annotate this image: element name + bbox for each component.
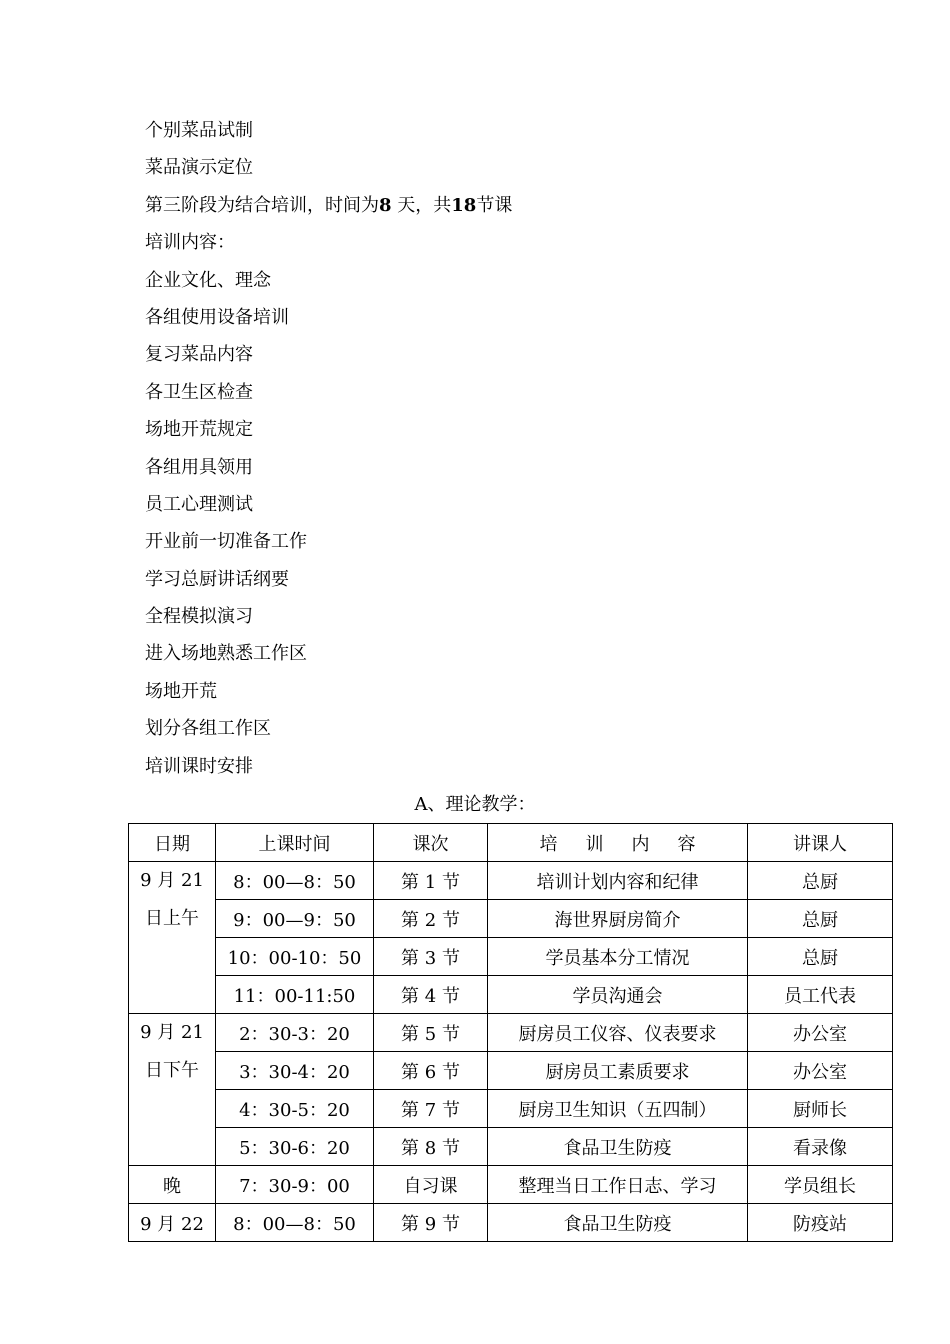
table-row <box>129 1090 893 1128</box>
time-cell: 9：00—9：50 <box>216 900 374 938</box>
date-line: 9 月 21 <box>140 870 204 891</box>
lecturer-cell: 总厨 <box>748 862 893 900</box>
content-cell: 海世界厨房简介 <box>488 900 748 938</box>
stage3-line <box>145 187 512 224</box>
time-cell: 11：00-11:50 <box>216 976 374 1014</box>
time-cell: 4：30-5：20 <box>216 1090 374 1128</box>
text-lines <box>145 112 512 785</box>
table-row <box>129 1014 893 1052</box>
date-cell: 晚 <box>129 1166 216 1204</box>
content-cell: 食品卫生防疫 <box>488 1128 748 1166</box>
lesson-cell: 第 1 节 <box>374 862 488 900</box>
lecturer-cell: 办公室 <box>748 1014 893 1052</box>
content-cell: 学员沟通会 <box>488 976 748 1014</box>
header-lecturer: 讲课人 <box>748 824 893 862</box>
lesson-cell: 第 2 节 <box>374 900 488 938</box>
lesson-cell: 第 3 节 <box>374 938 488 976</box>
date-cell <box>129 1014 216 1166</box>
schedule-table <box>128 823 893 1242</box>
table-row <box>129 900 893 938</box>
date-line: 日上午 <box>145 907 199 929</box>
date-cell <box>129 862 216 1014</box>
lesson-cell: 第 5 节 <box>374 1014 488 1052</box>
time-cell: 8：00—8：50 <box>216 1204 374 1242</box>
lecturer-cell: 学员组长 <box>748 1166 893 1204</box>
lecturer-cell: 厨师长 <box>748 1090 893 1128</box>
content-cell: 厨房员工素质要求 <box>488 1052 748 1090</box>
time-cell: 8：00—8：50 <box>216 862 374 900</box>
time-cell: 2：30-3：20 <box>216 1014 374 1052</box>
text-line: 划分各组工作区 <box>145 718 271 740</box>
text-line: 各卫生区检查 <box>145 381 253 403</box>
lesson-cell: 第 8 节 <box>374 1128 488 1166</box>
date-cell: 9 月 22 <box>129 1204 216 1242</box>
stage3-suffix: 节课 <box>476 194 513 216</box>
time-cell: 10：00-10：50 <box>216 938 374 976</box>
text-line: 各组用具领用 <box>145 456 253 478</box>
time-cell: 7：30-9：00 <box>216 1166 374 1204</box>
table-row <box>129 938 893 976</box>
content-cell: 培训计划内容和纪律 <box>488 862 748 900</box>
stage3-mid: 天，共 <box>391 194 452 216</box>
header-time: 上课时间 <box>216 824 374 862</box>
header-lesson: 课次 <box>374 824 488 862</box>
lecturer-cell: 员工代表 <box>748 976 893 1014</box>
table-row <box>129 862 893 900</box>
text-line: 培训内容： <box>145 232 235 254</box>
stage3-days: 8 <box>379 194 392 216</box>
text-line: 学习总厨讲话纲要 <box>145 568 289 590</box>
text-line: 场地开荒规定 <box>145 419 253 441</box>
lesson-cell: 第 4 节 <box>374 976 488 1014</box>
date-line: 日下午 <box>145 1059 199 1081</box>
table-row <box>129 1052 893 1090</box>
stage3-lessons: 18 <box>451 194 477 216</box>
lesson-cell: 自习课 <box>374 1166 488 1204</box>
lesson-cell: 第 9 节 <box>374 1204 488 1242</box>
table-title: A、理论教学： <box>414 794 536 815</box>
lecturer-cell: 看录像 <box>748 1128 893 1166</box>
text-line: 员工心理测试 <box>145 493 253 515</box>
text-line: 全程模拟演习 <box>145 606 253 628</box>
content-cell: 厨房员工仪容、仪表要求 <box>488 1014 748 1052</box>
text-line: 菜品演示定位 <box>145 157 253 179</box>
lesson-cell: 第 6 节 <box>374 1052 488 1090</box>
header-date: 日期 <box>129 824 216 862</box>
lecturer-cell: 总厨 <box>748 938 893 976</box>
date-line: 9 月 21 <box>140 1022 204 1043</box>
text-line: 个别菜品试制 <box>145 120 253 141</box>
lecturer-cell: 防疫站 <box>748 1204 893 1242</box>
text-line: 培训课时安排 <box>145 755 253 777</box>
table-row <box>129 976 893 1014</box>
text-line: 企业文化、理念 <box>145 269 271 291</box>
table-row <box>129 1166 893 1204</box>
content-cell: 整理当日工作日志、学习 <box>488 1166 748 1204</box>
content-cell: 学员基本分工情况 <box>488 938 748 976</box>
time-cell: 3：30-4：20 <box>216 1052 374 1090</box>
table-row <box>129 1204 893 1242</box>
stage3-prefix: 第三阶段为结合培训，时间为 <box>145 194 379 216</box>
table-header-row <box>129 824 893 862</box>
table-row <box>129 1128 893 1166</box>
content-cell: 食品卫生防疫 <box>488 1204 748 1242</box>
text-line: 复习菜品内容 <box>145 344 253 366</box>
content-cell: 厨房卫生知识（五四制） <box>488 1090 748 1128</box>
header-content: 培训内容 <box>488 824 748 862</box>
time-cell: 5：30-6：20 <box>216 1128 374 1166</box>
text-line: 场地开荒 <box>145 680 217 702</box>
lesson-cell: 第 7 节 <box>374 1090 488 1128</box>
lecturer-cell: 办公室 <box>748 1052 893 1090</box>
text-line: 各组使用设备培训 <box>145 306 289 328</box>
text-line: 开业前一切准备工作 <box>145 531 307 553</box>
text-line: 进入场地熟悉工作区 <box>145 643 307 665</box>
lecturer-cell: 总厨 <box>748 900 893 938</box>
